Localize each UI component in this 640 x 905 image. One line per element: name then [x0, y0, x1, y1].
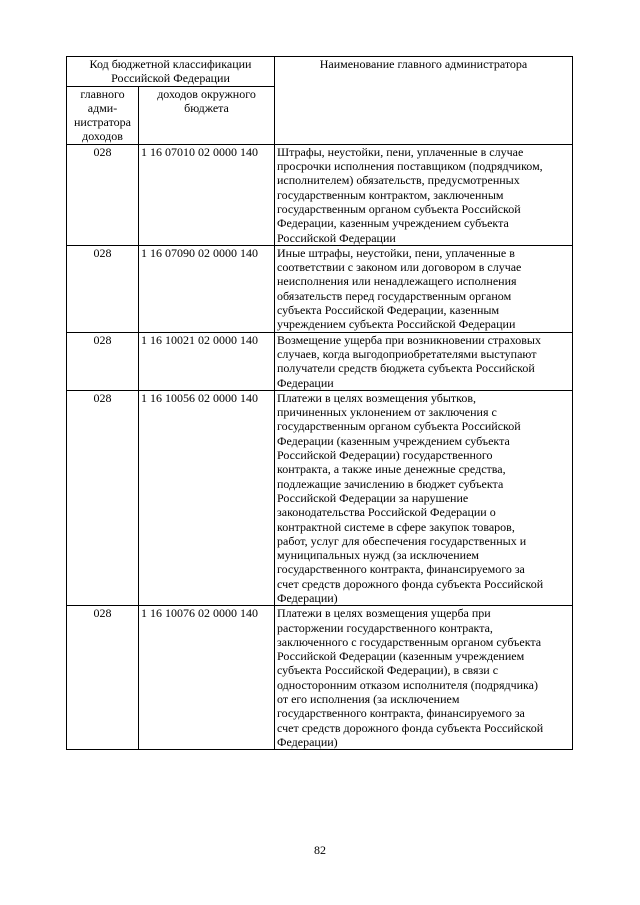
name-text-line: причиненных уклонением от заключения с	[277, 405, 497, 420]
name-text-line: субъекта Российской Федерации), в связи с	[277, 663, 499, 678]
name-text-line: подлежащие зачислению в бюджет субъекта	[277, 476, 504, 491]
administrator-name-cell	[275, 332, 573, 390]
name-text-line: Иные штрафы, неустойки, пени, уплаченные в	[277, 245, 515, 260]
administrator-name-cell	[275, 245, 573, 332]
name-text-line: Федерации)	[277, 590, 338, 605]
income-code-cell: 1 16 10021 02 0000 140	[139, 332, 275, 390]
name-text-line: государственным контрактом, заключенным	[277, 187, 504, 202]
name-text-line: контрактной системе в сфере закупок товаров,	[277, 519, 515, 534]
name-text-line: заключенного с государственным органом субъекта	[277, 634, 542, 649]
income-code-cell: 1 16 07010 02 0000 140	[139, 144, 275, 245]
name-text-line: просрочки исполнения поставщиком (подрядчиком,	[277, 159, 543, 174]
name-text-line: работ, услуг для обеспечения государственных и	[277, 533, 527, 548]
name-text-line: субъекта Российской Федерации, казенным	[277, 303, 500, 318]
name-text-line: государственного контракта, финансируемого за	[277, 706, 525, 721]
name-text-line: от его исполнения (за исключением	[277, 692, 460, 707]
admin-code-cell: 028	[67, 332, 139, 390]
admin-code-cell: 028	[67, 144, 139, 245]
table-row	[67, 245, 573, 332]
name-text-line: Федерации	[277, 375, 334, 390]
name-text-line: Штрафы, неустойки, пени, уплаченные в случае	[277, 144, 524, 159]
name-text-line: Федерации (казенным учреждением субъекта	[277, 433, 510, 448]
table-row	[67, 332, 573, 390]
admin-code-cell: 028	[67, 606, 139, 750]
name-text-line: исполнителем) обязательств, предусмотренных	[277, 173, 520, 188]
name-text-line: государственного контракта, финансируемого за	[277, 562, 525, 577]
name-text-line: Возмещение ущерба при возникновении страховых	[277, 332, 541, 347]
administrator-name-cell	[275, 606, 573, 750]
name-text-line: соответствии с законом или договором в случае	[277, 260, 522, 275]
admin-code-cell: 028	[67, 390, 139, 605]
income-code-cell: 1 16 10076 02 0000 140	[139, 606, 275, 750]
name-text-line: муниципальных нужд (за исключением	[277, 548, 480, 563]
name-text-line: контракта, а также иные денежные средства,	[277, 462, 506, 477]
name-text-line: государственным органом субъекта Российской	[277, 419, 521, 434]
name-text-line: обязательств перед государственным органом	[277, 288, 512, 303]
name-text-line: расторжении государственного контракта,	[277, 620, 493, 635]
header-income-column: доходов окружного бюджета	[139, 86, 275, 144]
admin-code-cell: 028	[67, 245, 139, 332]
name-text-line: учреждением субъекта Российской Федерации	[277, 317, 516, 332]
table-row	[67, 144, 573, 245]
name-text-line: Федерации, казенным учреждением субъекта	[277, 216, 509, 231]
name-text-line: счет средств дорожного фонда субъекта Российской	[277, 576, 544, 591]
name-text-line: Российской Федерации	[277, 230, 396, 245]
name-text-line: Федерации)	[277, 734, 338, 749]
header-admin-column: главного адми-нистратора доходов	[67, 86, 139, 144]
name-text-line: Платежи в целях возмещения убытков,	[277, 390, 477, 405]
table-body	[67, 144, 573, 749]
name-text-line: неисполнения или ненадлежащего исполнения	[277, 274, 517, 289]
name-text-line: государственным органом субъекта Российской	[277, 201, 521, 216]
name-text-line: Российской Федерации за нарушение	[277, 490, 469, 505]
name-text-line: Российской Федерации (казенным учреждением	[277, 649, 525, 664]
name-text-line: Платежи в целях возмещения ущерба при	[277, 606, 491, 621]
budget-classification-table	[66, 56, 573, 750]
page-number: 82	[314, 843, 326, 857]
name-text-line: Российской Федерации) государственного	[277, 448, 493, 463]
name-text-line: случаев, когда выгодоприобретателями выступают	[277, 346, 537, 361]
table-row	[67, 390, 573, 605]
administrator-name-cell	[275, 390, 573, 605]
administrator-name-cell	[275, 144, 573, 245]
name-text-line: получатели средств бюджета субъекта Российской	[277, 361, 535, 376]
income-code-cell: 1 16 07090 02 0000 140	[139, 245, 275, 332]
table-row	[67, 606, 573, 750]
income-code-cell: 1 16 10056 02 0000 140	[139, 390, 275, 605]
header-group-title: Код бюджетной классификации Российской Федерации	[67, 57, 275, 87]
name-text-line: счет средств дорожного фонда субъекта Российской	[277, 720, 544, 735]
name-text-line: законодательства Российской Федерации о	[277, 505, 496, 520]
name-text-line: односторонним отказом исполнителя (подрядчика)	[277, 677, 538, 692]
header-row-top	[67, 57, 573, 87]
header-name-column: Наименование главного администратора	[275, 57, 573, 145]
